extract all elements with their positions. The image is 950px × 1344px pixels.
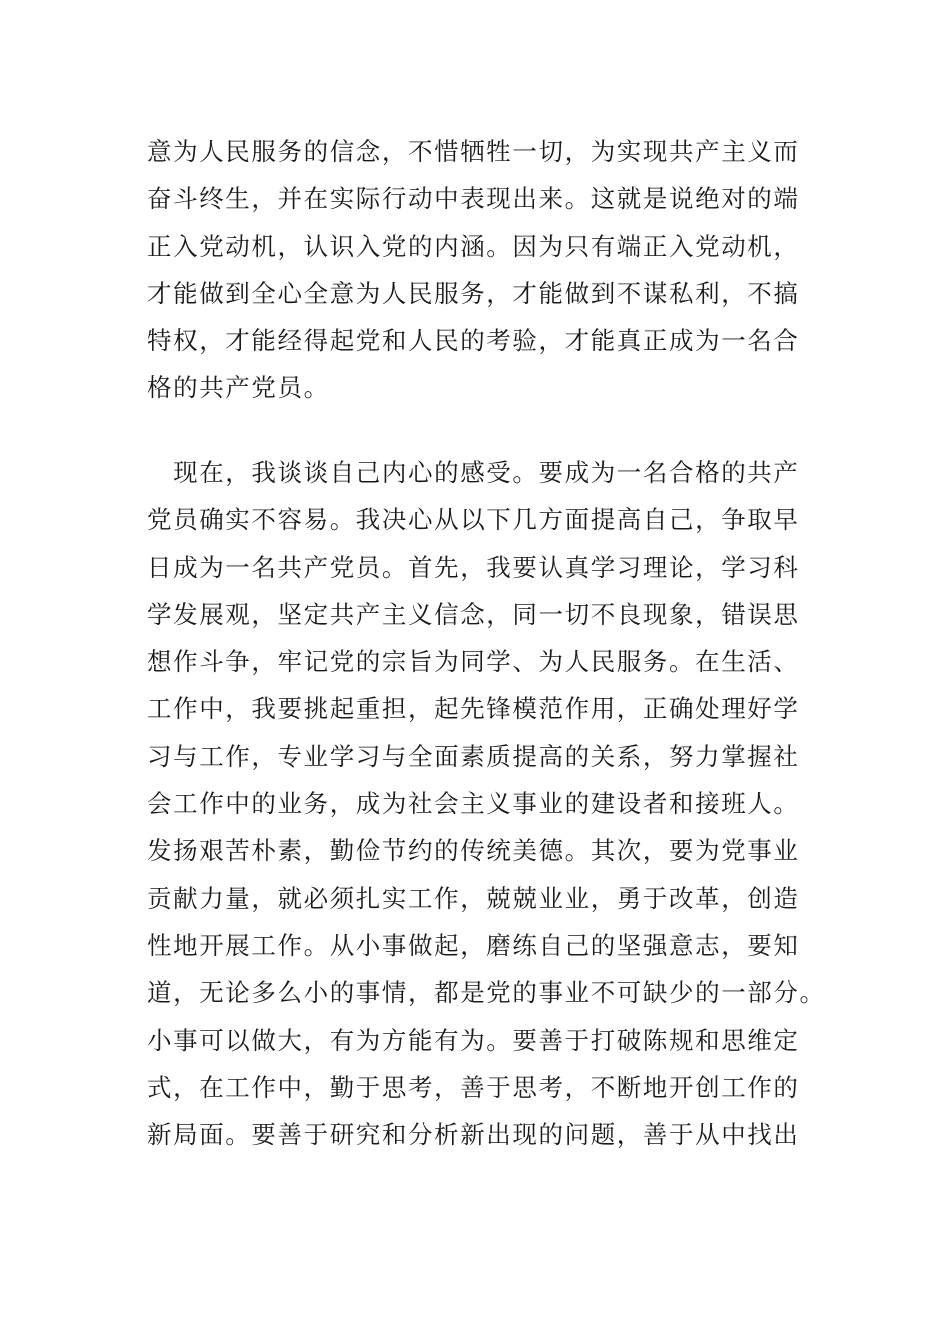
- text-line: 工作中，我要挑起重担，起先锋模范作用，正确处理好学: [147, 694, 800, 724]
- text-line: 发扬艰苦朴素，勤俭节约的传统美德。其次，要为党事业: [147, 836, 800, 866]
- text-line: 习与工作，专业学习与全面素质提高的关系，努力掌握社: [147, 741, 800, 771]
- text-line: 日成为一名共产党员。首先，我要认真学习理论，学习科: [147, 552, 800, 582]
- text-line: 想作斗争，牢记党的宗旨为同学、为人民服务。在生活、: [147, 647, 800, 677]
- text-line: 党员确实不容易。我决心从以下几方面提高自己，争取早: [147, 505, 800, 535]
- text-line: 性地开展工作。从小事做起，磨练自己的坚强意志，要知: [147, 930, 800, 960]
- text-line: 小事可以做大，有为方能有为。要善于打破陈规和思维定: [147, 1025, 800, 1055]
- text-line: 现在，我谈谈自己内心的感受。要成为一名合格的共产: [147, 458, 800, 487]
- text-line: 才能做到全心全意为人民服务，才能做到不谋私利，不搞: [147, 278, 800, 308]
- paragraph-2: [147, 449, 826, 1158]
- text-line: 贡献力量，就必须扎实工作，兢兢业业，勇于改革，创造: [147, 883, 800, 913]
- text-line: 意为人民服务的信念，不惜牺牲一切，为实现共产主义而: [147, 137, 800, 166]
- text-line: 格的共产党员。: [147, 373, 330, 403]
- text-line: 奋斗终生，并在实际行动中表现出来。这就是说绝对的端: [147, 184, 800, 214]
- text-line: 式，在工作中，勤于思考，善于思考，不断地开创工作的: [147, 1072, 800, 1102]
- text-line: 特权，才能经得起党和人民的考验，才能真正成为一名合: [147, 326, 800, 356]
- paragraph-1: [147, 128, 807, 412]
- text-line: 学发展观，坚定共产主义信念，同一切不良现象，错误思: [147, 599, 800, 629]
- text-line: 正入党动机，认识入党的内涵。因为只有端正入党动机，: [147, 231, 800, 261]
- text-line: 道，无论多么小的事情，都是党的事业不可缺少的一部分。: [147, 978, 826, 1008]
- text-line: 会工作中的业务，成为社会主义事业的建设者和接班人。: [147, 789, 800, 819]
- text-line: 新局面。要善于研究和分析新出现的问题，善于从中找出: [147, 1120, 800, 1150]
